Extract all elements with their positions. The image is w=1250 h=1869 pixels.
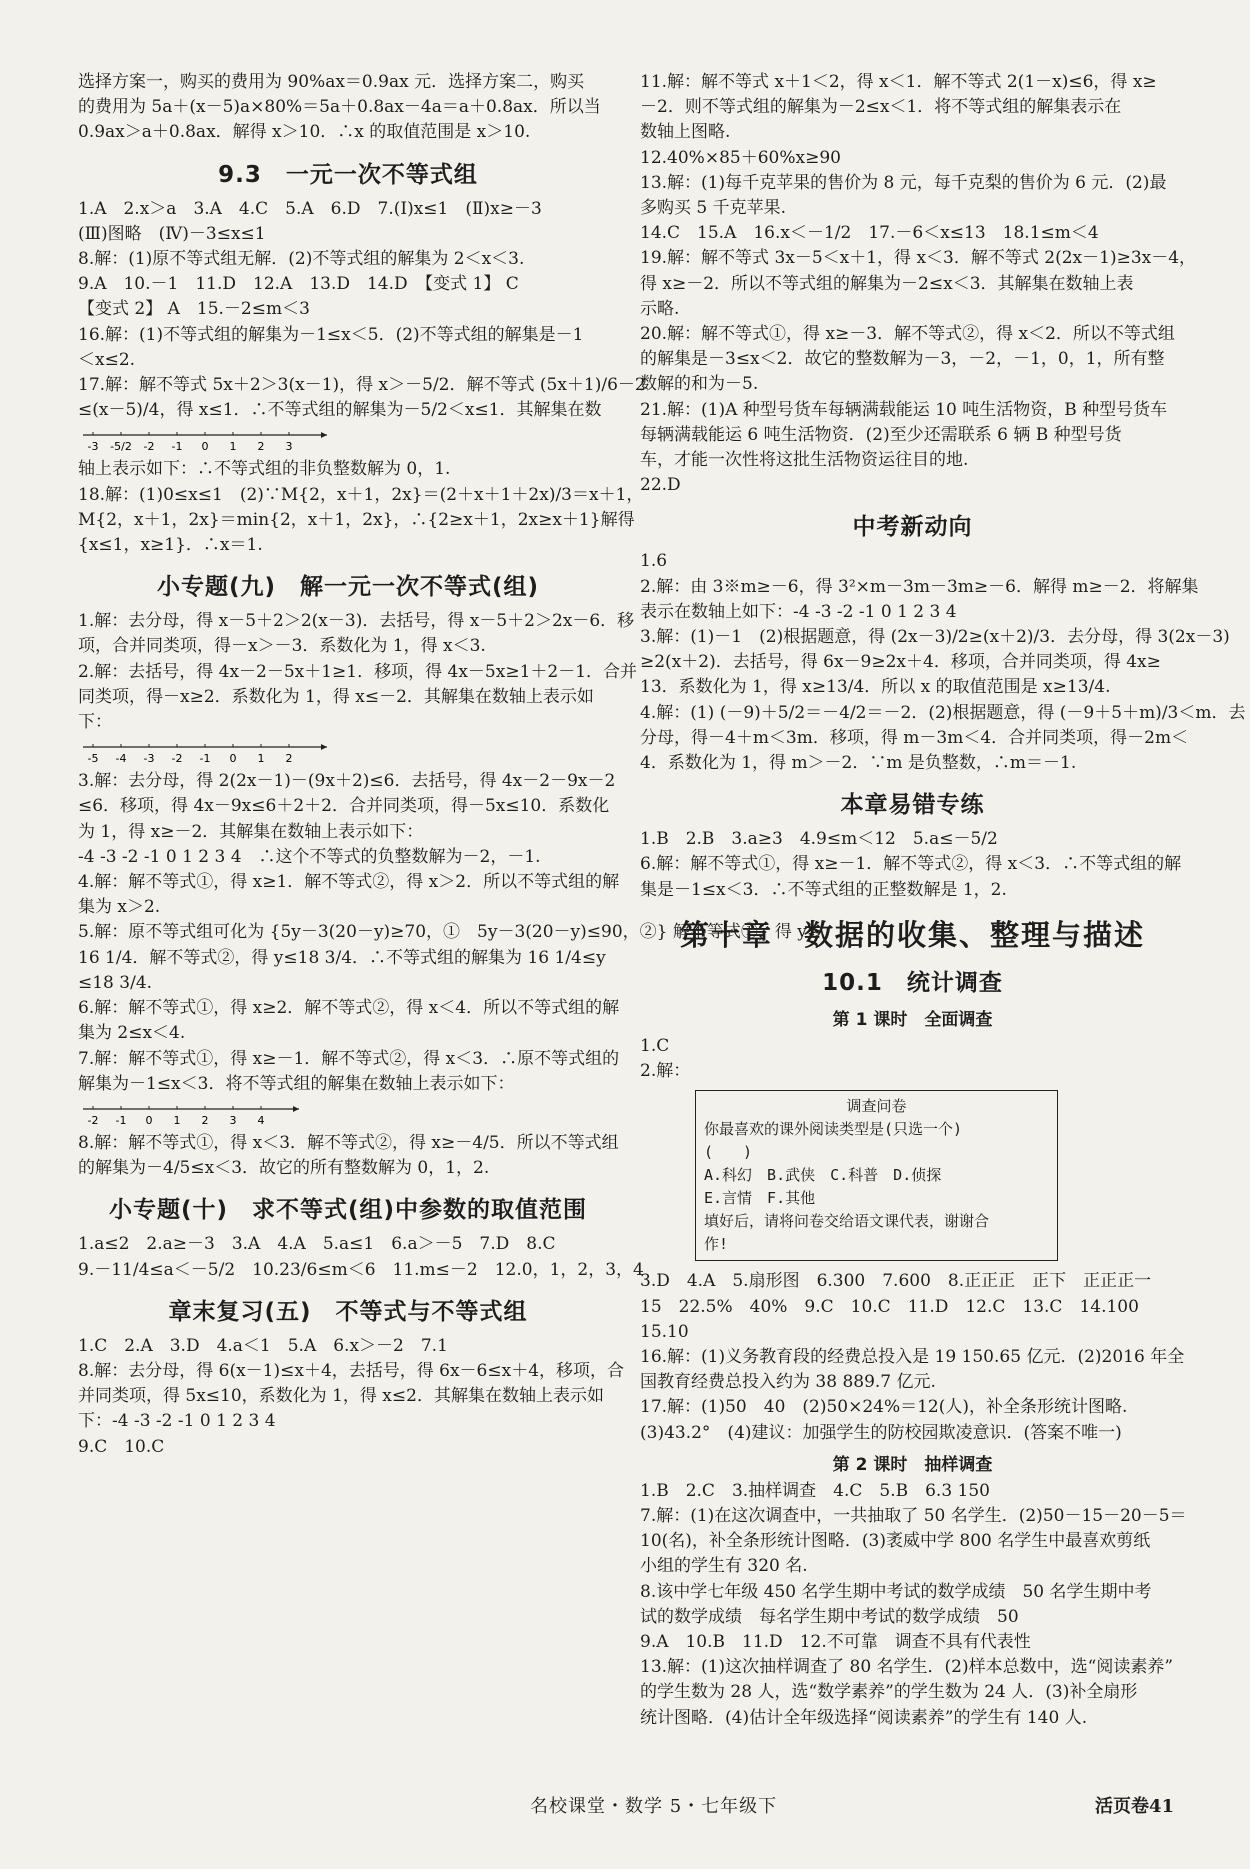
text-line: 1.A 2.x＞a 3.A 4.C 5.A 6.D 7.(Ⅰ)x≤1 (Ⅱ)x≥－3 (78, 198, 542, 219)
footer-page-number: 活页卷41 (1095, 1796, 1175, 1817)
text-line: 并同类项，得 5x≤10，系数化为 1，得 x≤2．其解集在数轴上表示如 (78, 1386, 604, 1407)
svg-text:-1: -1 (199, 752, 211, 766)
text-line: 每辆满载能运 6 吨生活物资．(2)至少还需联系 6 辆 B 种型号货 (640, 424, 1122, 445)
text-line: 8.该中学七年级 450 名学生期中考试的数学成绩 50 名学生期中考 (640, 1581, 1152, 1602)
text-line: 分母，得－4＋m＜3m．移项，得 m－3m＜4．合并同类项，得－2m＜ (640, 727, 1189, 748)
svg-text:-5/2: -5/2 (110, 440, 132, 454)
text-line: 1.a≤2 2.a≥－3 3.A 4.A 5.a≤1 6.a＞－5 7.D 8.C (78, 1234, 556, 1255)
text-line: 集是－1≤x＜3．∴不等式组的正整数解是 1，2. (640, 879, 1007, 900)
text-line: 7.解：(1)在这次调查中，一共抽取了 50 名学生．(2)50－15－20－5＝ (640, 1505, 1187, 1526)
number-line (78, 1101, 618, 1127)
questionnaire-box (695, 1090, 1058, 1261)
text-line: 下： (78, 712, 112, 733)
questionnaire-line: A.科幻 B.武侠 C.科普 D.侦探 (704, 1166, 942, 1185)
text-line: 17.解：解不等式 5x＋2＞3(x－1)，得 x＞－5/2．解不等式 (5x＋1)/6－2 (78, 375, 646, 396)
text-line: 下：-4 -3 -2 -1 0 1 2 3 4 (78, 1411, 276, 1432)
text-line: ＜x≤2. (78, 349, 136, 370)
text-line: ≥2(x＋2)．去括号，得 6x－9≥2x＋4．移项，合并同类项，得 4x≥ (640, 652, 1161, 673)
section-heading: 小专题(十) 求不等式(组)中参数的取值范围 (108, 1197, 588, 1224)
text-line: 8.解：去分母，得 6(x－1)≤x＋4，去括号，得 6x－6≤x＋4，移项，合 (78, 1360, 625, 1381)
text-line: 轴上表示如下：∴不等式组的非负整数解为 0，1. (78, 459, 451, 480)
text-line: 10(名)，补全条形统计图略．(3)袤威中学 800 名学生中最喜欢剪纸 (640, 1531, 1151, 1552)
text-line: 15.10 (640, 1321, 689, 1342)
svg-text:3: 3 (285, 440, 293, 454)
text-line: 3.解：(1)－1 (2)根据题意，得 (2x－3)/2≥(x＋2)/3．去分母，得 3(2x－3) (640, 627, 1230, 648)
svg-text:-3: -3 (143, 752, 155, 766)
text-line: 1.6 (640, 551, 668, 572)
svg-text:4: 4 (257, 1113, 265, 1127)
text-line: 9.C 10.C (78, 1436, 165, 1457)
section-heading: 中考新动向 (852, 514, 973, 541)
text-line: 得 x≥－2．所以不等式组的解集为－2≤x＜3．其解集在数轴上表 (640, 273, 1134, 294)
text-line: 5.解：原不等式组可化为 {5y－3(20－y)≥70，① 5y－3(20－y)≤90，②} 解不等式①，得 y≥ (78, 922, 822, 943)
questionnaire-line: 你最喜欢的课外阅读类型是(只选一个) (704, 1120, 963, 1139)
section-heading: 第 2 课时 抽样调查 (832, 1454, 993, 1475)
text-line: (3)43.2° (4)建议：加强学生的防校园欺凌意识．(答案不唯一) (640, 1422, 1122, 1443)
section-heading: 第十章 数据的收集、整理与描述 (679, 917, 1145, 952)
text-line: 表示在数轴上如下：-4 -3 -2 -1 0 1 2 3 4 (640, 601, 957, 622)
text-line: 选择方案一，购买的费用为 90%ax＝0.9ax 元．选择方案二，购买 (78, 72, 585, 92)
text-line: 的费用为 5a＋(x－5)a×80%＝5a＋0.8ax－4a＝a＋0.8ax．所以当 (78, 97, 601, 118)
questionnaire-line: E.言情 F.其他 (704, 1189, 816, 1208)
text-line: ≤6．移项，得 4x－9x≤6＋2＋2．合并同类项，得－5x≤10．系数化 (78, 796, 610, 817)
text-line: ≤18 3/4. (78, 972, 153, 993)
svg-text:1: 1 (257, 752, 265, 766)
text-line: M{2，x＋1，2x}＝min{2，x＋1，2x}，∴{2≥x＋1，2x≥x＋1}解得 (78, 509, 635, 530)
text-line: 9.－11/4≤a＜－5/2 10.23/6≤m＜6 11.m≤－2 12.0，1，2，3，4 (78, 1259, 644, 1280)
section-heading: 章末复习(五) 不等式与不等式组 (168, 1298, 528, 1325)
text-line: 4．系数化为 1，得 m＞－2．∵m 是负整数，∴m＝－1. (640, 753, 1077, 774)
svg-text:-5: -5 (87, 752, 99, 766)
text-line: 小组的学生有 320 名. (640, 1556, 808, 1577)
svg-text:0: 0 (229, 752, 237, 766)
text-line: 3.解：去分母，得 2(2x－1)－(9x＋2)≤6．去括号，得 4x－2－9x－2 (78, 771, 616, 792)
text-line: 22.D (640, 475, 681, 496)
svg-text:1: 1 (229, 440, 237, 454)
text-line: 8.解：(1)原不等式组无解．(2)不等式组的解集为 2＜x＜3. (78, 249, 525, 270)
svg-text:2: 2 (257, 440, 265, 454)
text-line: 国教育经费总投入约为 38 889.7 亿元. (640, 1372, 936, 1393)
text-line: 20.解：解不等式①，得 x≥－3．解不等式②，得 x＜2．所以不等式组 (640, 324, 1175, 345)
text-line: 13.解：(1)这次抽样调查了 80 名学生．(2)样本总数中，选“阅读素养” (640, 1657, 1174, 1678)
text-line: 1.C 2.A 3.D 4.a＜1 5.A 6.x＞－2 7.1 (78, 1335, 448, 1356)
svg-text:-3: -3 (87, 440, 99, 454)
svg-text:1: 1 (173, 1113, 181, 1127)
svg-text:2: 2 (201, 1113, 209, 1127)
text-line: 车，才能一次性将这批生活物资运往目的地. (640, 450, 969, 471)
text-line: 16 1/4．解不等式②，得 y≤18 3/4．∴不等式组的解集为 16 1/4≤y (78, 947, 606, 968)
text-line: 1.B 2.B 3.a≥3 4.9≤m＜12 5.a≤－5/2 (640, 829, 998, 850)
text-line: 8.解：解不等式①，得 x＜3．解不等式②，得 x≥－4/5．所以不等式组 (78, 1132, 619, 1153)
text-line: 1.B 2.C 3.抽样调查 4.C 5.B 6.3 150 (640, 1480, 990, 1501)
text-line: 6.解：解不等式①，得 x≥－1．解不等式②，得 x＜3．∴不等式组的解 (640, 854, 1182, 875)
text-line: ≤(x－5)/4，得 x≤1．∴不等式组的解集为－5/2＜x≤1．其解集在数 (78, 400, 602, 421)
text-line: 9.A 10.B 11.D 12.不可靠 调查不具有代表性 (640, 1631, 1031, 1652)
text-line: 的学生数为 28 人，选“数学素养”的学生数为 24 人．(3)补全扇形 (640, 1682, 1138, 1703)
text-line: 21.解：(1)A 种型号货车每辆满载能运 10 吨生活物资，B 种型号货车 (640, 399, 1168, 420)
text-line: 集为 2≤x＜4. (78, 1023, 186, 1044)
text-line: {x≤1，x≥1}．∴x＝1. (78, 535, 263, 556)
section-heading: 9.3 一元一次不等式组 (218, 161, 478, 188)
text-line: 18.解：(1)0≤x≤1 (2)∵M{2，x＋1，2x}＝(2＋x＋1＋2x)/3＝x＋1， (78, 484, 644, 505)
text-line: 的解集是－3≤x＜2．故它的整数解为－3，－2，－1，0，1，所有整 (640, 349, 1165, 370)
text-line: 示略. (640, 298, 680, 319)
right-column (640, 70, 1246, 1731)
text-line: 11.解：解不等式 x＋1＜2，得 x＜1．解不等式 2(1－x)≤6，得 x≥ (640, 72, 1157, 92)
text-line: 9.A 10.－1 11.D 12.A 13.D 14.D 【变式 1】 C (78, 274, 519, 295)
section-heading: 小专题(九) 解一元一次不等式(组) (156, 574, 540, 601)
text-line: 3.D 4.A 5.扇形图 6.300 7.600 8.正正正 正下 正正正一 (640, 1271, 1152, 1292)
svg-text:3: 3 (229, 1113, 237, 1127)
svg-text:-4: -4 (115, 752, 127, 766)
svg-text:-1: -1 (115, 1113, 127, 1127)
svg-text:0: 0 (201, 440, 209, 454)
text-line: 为 1，得 x≥－2．其解集在数轴上表示如下： (78, 821, 424, 842)
text-line: (Ⅲ)图略 (Ⅳ)－3≤x≤1 (78, 223, 266, 244)
text-line: 13.解：(1)每千克苹果的售价为 8 元，每千克梨的售价为 6 元．(2)最 (640, 172, 1167, 193)
text-line: 统计图略．(4)估计全年级选择“阅读素养”的学生有 140 人. (640, 1707, 1088, 1728)
text-line: 1.C (640, 1035, 670, 1056)
text-line: 7.解：解不等式①，得 x≥－1．解不等式②，得 x＜3．∴原不等式组的 (78, 1048, 620, 1069)
svg-text:-2: -2 (87, 1113, 99, 1127)
questionnaire-title: 调查问卷 (846, 1097, 907, 1116)
svg-text:-2: -2 (143, 440, 155, 454)
text-line: 1.解：去分母，得 x－5＋2＞2(x－3)．去括号，得 x－5＋2＞2x－6．移 (78, 611, 635, 632)
text-line: 项，合并同类项，得－x＞－3．系数化为 1，得 x＜3. (78, 636, 486, 657)
text-line: 2.解： (640, 1061, 691, 1082)
text-line: 同类项，得－x≥2．系数化为 1，得 x≤－2．其解集在数轴上表示如 (78, 686, 594, 707)
text-line: －2．则不等式组的解集为－2≤x＜1．将不等式组的解集表示在 (640, 97, 1122, 118)
text-line: 集为 x＞2. (78, 897, 161, 918)
text-line: 4.解：解不等式①，得 x≥1．解不等式②，得 x＞2．所以不等式组的解 (78, 872, 620, 893)
text-line: 【变式 2】 A 15.－2≤m＜3 (78, 299, 310, 320)
text-line: 的解集为－4/5≤x＜3．故它的所有整数解为 0，1，2. (78, 1158, 490, 1179)
svg-text:2: 2 (285, 752, 293, 766)
text-line: 数解的和为－5. (640, 374, 759, 395)
text-line: 0.9ax＞a＋0.8ax．解得 x＞10．∴x 的取值范围是 x＞10. (78, 122, 531, 143)
svg-text:0: 0 (145, 1113, 153, 1127)
footer-book-title: 名校课堂・数学 5・七年级下 (530, 1796, 778, 1817)
text-line: 多购买 5 千克苹果. (640, 198, 787, 219)
section-heading: 第 1 课时 全面调查 (832, 1009, 993, 1030)
text-line: 16.解：(1)不等式组的解集为－1≤x＜5．(2)不等式组的解集是－1 (78, 324, 584, 345)
text-line: 15 22.5% 40% 9.C 10.C 11.D 12.C 13.C 14.100 (640, 1296, 1139, 1317)
text-line: 6.解：解不等式①，得 x≥2．解不等式②，得 x＜4．所以不等式组的解 (78, 998, 620, 1019)
text-line: 12.40%×85＋60%x≥90 (640, 147, 841, 168)
text-line: 17.解：(1)50 40 (2)50×24%＝12(人)，补全条形统计图略. (640, 1397, 1128, 1418)
text-line: 13．系数化为 1，得 x≥13/4．所以 x 的取值范围是 x≥13/4. (640, 677, 1111, 698)
text-line: 14.C 15.A 16.x＜－1/2 17.－6＜x≤13 18.1≤m＜4 (640, 223, 1099, 244)
number-line (78, 427, 618, 453)
svg-text:-1: -1 (171, 440, 183, 454)
text-line: 4.解：(1) (－9)＋5/2＝－4/2＝－2．(2)根据题意，得 (－9＋5＋m)/3＜m．去 (640, 702, 1246, 723)
text-line: 16.解：(1)义务教育段的经费总投入是 19 150.65 亿元．(2)2016 年全 (640, 1346, 1185, 1367)
text-line: 数轴上图略. (640, 122, 731, 143)
text-line: 2.解：由 3※m≥－6，得 3²×m－3m－3m≥－6．解得 m≥－2．将解集 (640, 576, 1199, 597)
text-line: 解集为－1≤x＜3．将不等式组的解集在数轴上表示如下： (78, 1073, 515, 1094)
section-heading: 本章易错专练 (840, 792, 985, 819)
text-line: 2.解：去括号，得 4x－2－5x＋1≥1．移项，得 4x－5x≥1＋2－1．合并 (78, 661, 638, 682)
number-line (78, 739, 618, 765)
questionnaire-line: 作! (704, 1235, 729, 1254)
questionnaire-line: ( ) (704, 1143, 753, 1162)
text-line: 试的数学成绩 每名学生期中考试的数学成绩 50 (640, 1606, 1019, 1627)
section-heading: 10.1 统计调查 (822, 969, 1003, 996)
text-line: -4 -3 -2 -1 0 1 2 3 4 ∴这个不等式的负整数解为－2，－1. (78, 846, 541, 867)
svg-text:-2: -2 (171, 752, 183, 766)
questionnaire-line: 填好后，请将问卷交给语文课代表，谢谢合 (704, 1212, 990, 1231)
text-line: 19.解：解不等式 3x－5＜x＋1，得 x＜3．解不等式 2(2x－1)≥3x－4， (640, 248, 1197, 269)
